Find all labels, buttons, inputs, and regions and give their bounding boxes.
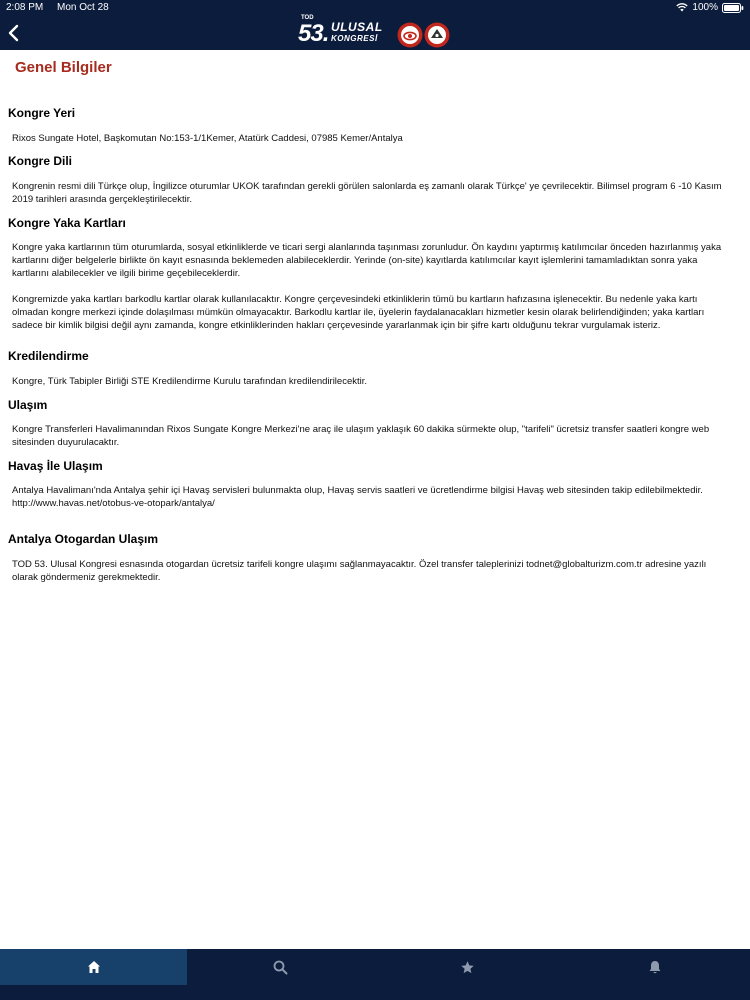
logo-line1: ULUSAL xyxy=(331,20,383,34)
section-text-bus-terminal: TOD 53. Ulusal Kongresi esnasında otogardan ücretsiz tarifeli kongre ulaşımı sağlanmayacaktır. Özel transfer taleplerinizi todnet@globalturizm.com.tr adresine yazılı olarak göndermeniz gerekmektedir. xyxy=(12,559,707,583)
congress-logo xyxy=(298,15,458,49)
section-heading-bus-terminal: Antalya Otogardan Ulaşım xyxy=(8,532,159,546)
tab-search[interactable] xyxy=(187,949,374,985)
star-icon xyxy=(460,960,475,975)
tab-home[interactable] xyxy=(0,949,187,985)
top-navigation-bar xyxy=(0,0,750,50)
tab-notifications[interactable] xyxy=(561,949,748,985)
section-text-havas: Antalya Havalimanı'nda Antalya şehir içi Havaş servisleri bulunmakta olup, Havaş servis saatleri ve ücretlendirme bilgisi Havaş web sitesinden takip edilebilmektedir. http://www.havas.net/otobus-ve-otopark/antalya/ xyxy=(12,485,703,509)
search-icon xyxy=(273,960,288,975)
page-title: Genel Bilgiler xyxy=(15,59,112,76)
back-button[interactable] xyxy=(4,22,22,44)
section-heading-congress-venue: Kongre Yeri xyxy=(8,106,76,120)
logo-tod: TOD xyxy=(301,15,314,21)
bottom-tab-bar xyxy=(0,949,750,1000)
wifi-icon xyxy=(676,3,688,12)
tab-favorites[interactable] xyxy=(374,949,561,985)
status-bar-right xyxy=(676,2,744,13)
logo-number: 53. xyxy=(298,20,329,47)
status-time: 2:08 PM xyxy=(6,2,44,13)
status-date: Mon Oct 28 xyxy=(57,2,109,13)
section-heading-badges: Kongre Yaka Kartları xyxy=(8,216,126,230)
seal-emblem-icon xyxy=(397,22,423,48)
section-text-congress-language: Kongrenin resmi dili Türkçe olup, İngilizce oturumlar UKOK tarafından gerekli görülen salonlarda eş zamanlı olarak Türkçe' ye çevrilecektir. Bilimsel program 6 -10 Kasım 2019 tarihleri arasında gerçekleştirilecektir. xyxy=(12,181,722,205)
home-icon xyxy=(87,960,101,974)
section-text-congress-venue: Rixos Sungate Hotel, Başkomutan No:153-1/1Kemer, Atatürk Caddesi, 07985 Kemer/Antalya xyxy=(12,133,403,144)
section-heading-havas: Havaş İle Ulaşım xyxy=(8,459,103,473)
battery-icon xyxy=(722,3,744,13)
society-emblem-icon xyxy=(424,22,450,48)
section-text-accreditation: Kongre, Türk Tabipler Birliği STE Kredilendirme Kurulu tarafından kredilendirilecektir. xyxy=(12,376,368,387)
section-text-transportation: Kongre Transferleri Havalimanından Rixos Sungate Kongre Merkezi'ne araç ile ulaşım yaklaşık 60 dakika sürmekte olup, "tarifeli" ücretsiz transfer saatleri kongre web sitesinden duyurulacaktır. xyxy=(12,424,710,448)
logo-line2: KONGRESİ xyxy=(331,34,378,43)
section-text-badges: Kongre yaka kartlarının tüm oturumlarda, sosyal etkinliklerde ve ticari sergi alanlarında taşınması zorunludur. Ön kaydını yaptırmış katılımcılar önceden hazırlanmış yaka kartlarını diğer belgelerle birlikte ön kayıt esnasında beklemeden alabileceklerdir. Yerinde (on-site) kayıtlarda katılımcılar kayıt işlemlerini tamamladıktan sonra yaka kartlarını alabilecekler ve ilgili birime geçebileceklerdir. Kongremizde yaka kartları barkodlu kartlar olarak kullanılacaktır. Kongre çerçevesindeki etkinliklerin tümü bu kartların hafızasına işlenecektir. Bu nedenle yaka kartı olmadan kongre merkezi içinde dolaşılması mümkün olmayacaktır. Barkodlu kartlar ile, üyelerin faydalanacakları hizmetler kesin olarak belirlendiğinden; yaka kartları sadece bir kimlik bilgisi değil aynı zamanda, kongre etkinliklerinden hakları çerçevesinde yararlanmak için bir şifre kartı olduğunu tekrar vurgulamak isteriz. xyxy=(12,242,722,331)
section-heading-congress-language: Kongre Dili xyxy=(8,154,73,168)
section-heading-accreditation: Kredilendirme xyxy=(8,349,89,363)
chevron-left-icon xyxy=(7,24,19,42)
section-heading-transportation: Ulaşım xyxy=(8,398,48,412)
battery-percent: 100% xyxy=(692,2,718,13)
bell-icon xyxy=(648,960,662,975)
status-bar-left xyxy=(6,2,120,13)
